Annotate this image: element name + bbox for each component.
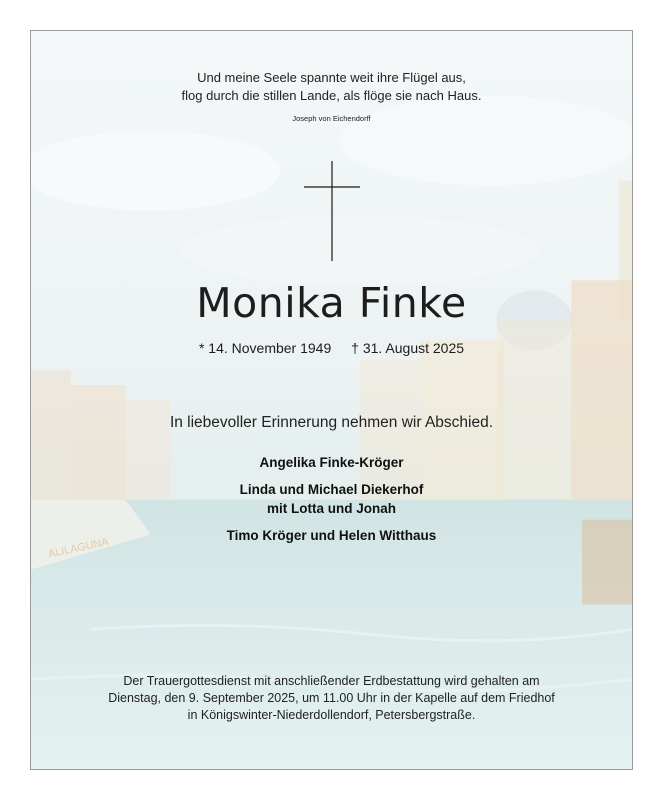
quote-line-2: flog durch die stillen Lande, als flöge sie nach Haus. xyxy=(181,88,482,103)
death-date: † 31. August 2025 xyxy=(351,340,465,356)
notice-line-1: Der Trauergottesdienst mit anschließender Erdbestattung wird gehalten am xyxy=(123,674,540,688)
mourner-line: Angelika Finke-Kröger xyxy=(259,455,404,470)
mourner-line: Linda und Michael Diekerhof xyxy=(239,482,424,497)
funeral-notice xyxy=(31,673,632,724)
notice-line-3: in Königswinter-Niederdollendorf, Petersbergstraße. xyxy=(187,708,476,722)
life-dates xyxy=(31,340,632,356)
birth-date: * 14. November 1949 xyxy=(198,340,332,356)
mourners-list xyxy=(31,453,632,545)
spacer xyxy=(31,472,632,480)
quote-line-1: Und meine Seele spannte weit ihre Flügel aus, xyxy=(197,70,466,85)
obituary-card xyxy=(30,30,633,770)
cross-icon xyxy=(304,161,360,261)
quote xyxy=(31,69,632,105)
boat-lettering: ALILAGUNA xyxy=(47,535,110,561)
spacer xyxy=(31,518,632,526)
obituary-content xyxy=(31,31,632,769)
mourner-line: mit Lotta und Jonah xyxy=(267,501,396,516)
farewell-text: In liebevoller Erinnerung nehmen wir Abschied. xyxy=(169,414,494,431)
mourner-line: Timo Kröger und Helen Witthaus xyxy=(226,528,437,543)
notice-line-2: Dienstag, den 9. September 2025, um 11.00 Uhr in der Kapelle auf dem Friedhof xyxy=(108,691,555,705)
quote-author: Joseph von Eichendorff xyxy=(292,114,371,123)
deceased-name: Monika Finke xyxy=(196,279,467,327)
